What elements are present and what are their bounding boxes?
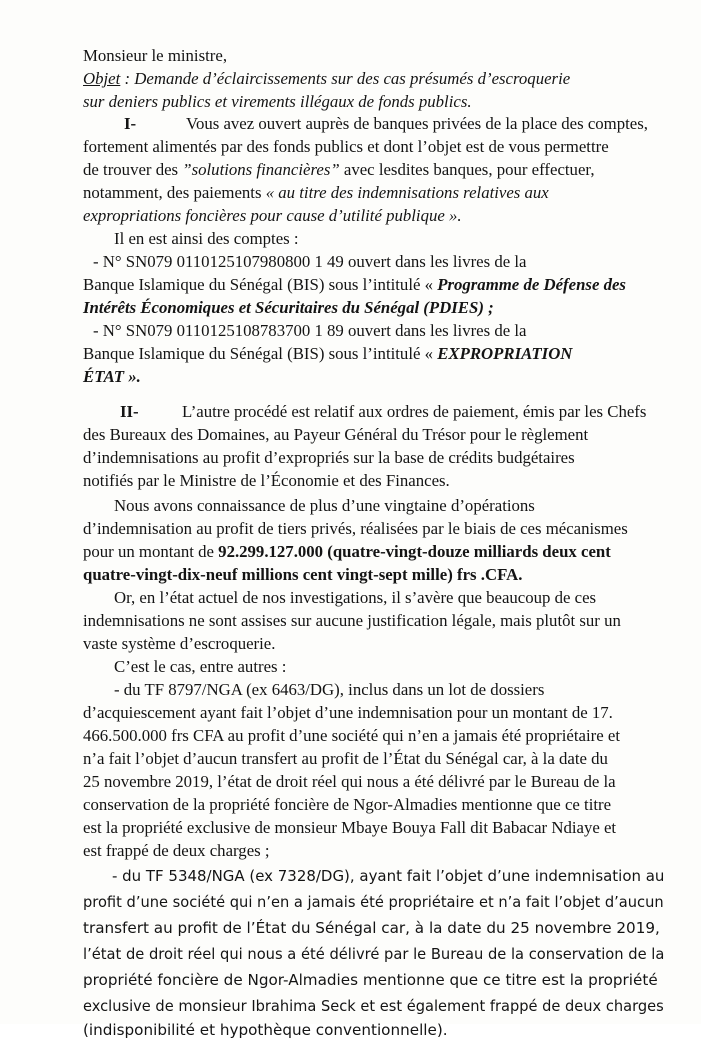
text-run: - du TF 5348/NGA (ex 7328/DG), ayant fait l’objet d’une indemnisation au	[112, 867, 665, 885]
object-line	[83, 68, 570, 91]
salutation: Monsieur le ministre,	[83, 46, 228, 65]
account-title: Programme de Défense des	[437, 275, 626, 294]
case-line: 466.500.000 frs CFA au profit d’une société qui n’en a jamais été propriétaire et	[83, 726, 620, 745]
section-2-line: des Bureaux des Domaines, au Payeur Général du Trésor pour le règlement	[83, 425, 589, 444]
account-title: ÉTAT ».	[83, 367, 141, 386]
case-line: 25 novembre 2019, l’état de droit réel qui nous a été délivré par le Bureau de la	[83, 772, 616, 791]
quoted-phrase: « au titre des indemnisations relatives aux	[265, 183, 549, 202]
case-line: exclusive de monsieur Ibrahima Seck et est également frappé de deux charges	[83, 997, 664, 1015]
case-line: est frappé de deux charges ;	[83, 841, 270, 860]
text-run: notamment, des paiements	[83, 183, 266, 202]
case-line	[112, 865, 664, 888]
case-line: est la propriété exclusive de monsieur Mbaye Bouya Fall dit Babacar Ndiaye et	[83, 818, 617, 837]
case-line: transfert au profit de l’État du Sénégal car, à la date du 25 novembre 2019,	[83, 919, 660, 937]
case-line: d’acquiescement ayant fait l’objet d’une indemnisation pour un montant de 17.	[83, 703, 613, 722]
section-1-line: Vous avez ouvert auprès de banques privées de la place des comptes,	[186, 114, 648, 133]
account-title: EXPROPRIATION	[437, 344, 573, 363]
account-line: - N° SN079 0110125108783700 1 89 ouvert dans les livres de la	[93, 321, 527, 340]
object-text: : Demande d’éclaircissements sur des cas présumés d’escroquerie	[120, 69, 571, 88]
text-run: pour un montant de	[83, 542, 219, 561]
text-run: de trouver des	[83, 160, 183, 179]
case-line: - du TF 8797/NGA (ex 6463/DG), inclus dans un lot de dossiers	[114, 680, 545, 699]
account-line	[83, 343, 572, 366]
account-line	[83, 274, 626, 297]
object-line-2: sur deniers publics et virements illégaux de fonds publics.	[83, 92, 472, 111]
section-1-line	[83, 159, 595, 182]
paragraph-line: Nous avons connaissance de plus d’une vingtaine d’opérations	[114, 496, 535, 515]
object-label: Objet	[83, 69, 121, 88]
accounts-intro: Il en est ainsi des comptes :	[114, 229, 299, 248]
case-line: n’a fait l’objet d’aucun transfert au profit de l’État du Sénégal car, à la date du	[83, 749, 608, 768]
text-run: avec lesdites banques, pour effectuer,	[339, 160, 595, 179]
text-run: Banque Islamique du Sénégal (BIS) sous l’intitulé «	[83, 275, 438, 294]
paragraph-line	[83, 541, 611, 564]
quoted-phrase: ”solutions financières”	[182, 160, 340, 179]
section-1-line	[83, 182, 549, 205]
account-line: - N° SN079 0110125107980800 1 49 ouvert dans les livres de la	[93, 252, 527, 271]
case-line: profit d’une société qui n’en a jamais été propriétaire et n’a fait l’objet d’aucun	[83, 893, 664, 911]
account-title: Intérêts Économiques et Sécuritaires du Sénégal (PDIES) ;	[83, 298, 494, 317]
section-1-line: fortement alimentés par des fonds publics et dont l’objet est de vous permettre	[83, 137, 609, 156]
case-line: (indisponibilité et hypothèque conventionnelle).	[83, 1021, 448, 1039]
amount-bold: 92.299.127.000 (quatre-vingt-douze milliards deux cent	[218, 542, 611, 561]
section-numeral-2: II-	[120, 402, 139, 421]
paragraph-line: C’est le cas, entre autres :	[114, 657, 287, 676]
paragraph-line: vaste système d’escroquerie.	[83, 634, 276, 653]
paragraph-line: d’indemnisation au profit de tiers privés, réalisées par le biais de ces mécanismes	[83, 519, 628, 538]
paragraph-line: Or, en l’état actuel de nos investigations, il s’avère que beaucoup de ces	[114, 588, 597, 607]
case-line: conservation de la propriété foncière de Ngor-Almadies mentionne que ce titre	[83, 795, 612, 814]
case-line: l’état de droit réel qui nous a été délivré par le Bureau de la conservation de la	[83, 945, 665, 963]
section-2-line: notifiés par le Ministre de l’Économie et des Finances.	[83, 471, 450, 490]
paragraph-line: indemnisations ne sont assises sur aucune justification légale, mais plutôt sur un	[83, 611, 621, 630]
section-2-line: d’indemnisations au profit d’expropriés sur la base de crédits budgétaires	[83, 448, 575, 467]
section-1-line: expropriations foncières pour cause d’utilité publique ».	[83, 206, 462, 225]
section-2-line: L’autre procédé est relatif aux ordres de paiement, émis par les Chefs	[182, 402, 647, 421]
case-line: propriété foncière de Ngor-Almadies mentionne que ce titre est la propriété	[83, 971, 658, 989]
text-run: Banque Islamique du Sénégal (BIS) sous l’intitulé «	[83, 344, 438, 363]
section-numeral-1: I-	[124, 114, 137, 133]
amount-bold: quatre-vingt-dix-neuf millions cent vingt-sept mille) frs .CFA.	[83, 565, 523, 584]
